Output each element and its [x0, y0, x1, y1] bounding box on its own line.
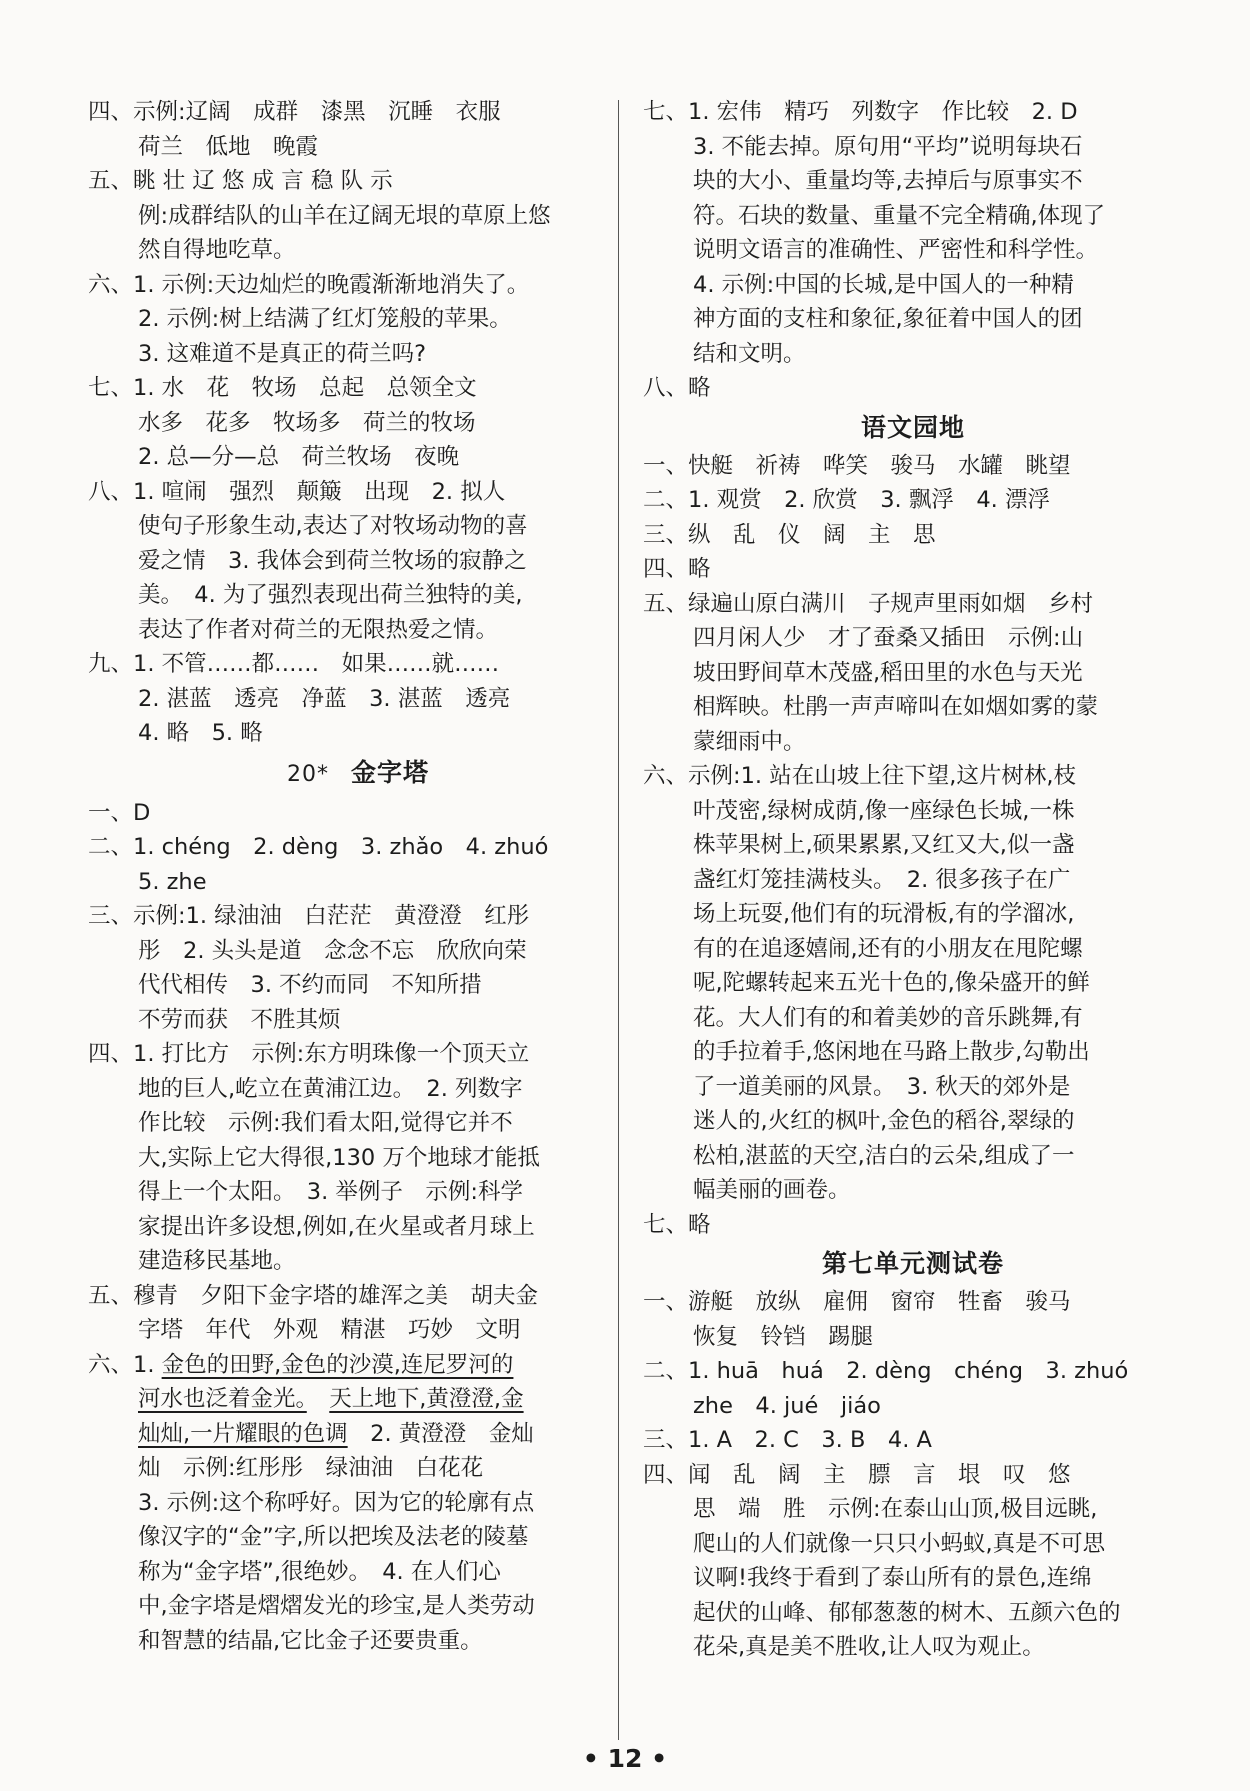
answer-continuation-line: 灿 示例:红彤彤 绿油油 白花花: [138, 1455, 484, 1481]
answer-continuation-line: 建造移民基地。: [138, 1248, 296, 1274]
answer-line: 八、1. 喧闹 强烈 颠簸 出现 2. 拟人: [88, 478, 506, 505]
answer-line: 二、1. 观赏 2. 欣赏 3. 飘浮 4. 漂浮: [643, 487, 1050, 513]
answer-continuation-line: 结和文明。: [693, 340, 806, 367]
answer-continuation-line: 幅美丽的画卷。: [693, 1177, 851, 1203]
answer-continuation-line: 四月闲人少 才了蚕桑又插田 示例:山: [693, 625, 1084, 651]
answer-line: 四、闻 乱 阔 主 膘 言 垠 叹 悠: [643, 1461, 1071, 1488]
answer-line: 六、1. 示例:天边灿烂的晚霞渐渐地消失了。: [88, 271, 530, 298]
answer-continuation-line: 盏红灯笼挂满枝头。 2. 很多孩子在广: [693, 866, 1071, 893]
answer-continuation-line: 场上玩耍,他们有的玩滑板,有的学溜冰,: [693, 901, 1075, 927]
answer-continuation-line: 花。大人们有的和着美妙的音乐跳舞,有: [693, 1004, 1083, 1031]
answer-continuation-line: 的手拉着手,悠闲地在马路上散步,勾勒出: [693, 1039, 1090, 1065]
answer-continuation-line: 然自得地吃草。: [138, 237, 296, 263]
right-column: [643, 95, 1183, 1665]
answer-continuation-line: 4. 示例:中国的长城,是中国人的一种精: [693, 271, 1074, 298]
answer-continuation-line: 4. 略 5. 略: [138, 720, 263, 746]
answer-continuation-line: 表达了作者对荷兰的无限热爱之情。: [138, 616, 499, 643]
answer-line: 七、略: [643, 1211, 711, 1238]
answer-line: 七、1. 水 花 牧场 总起 总领全文: [88, 375, 477, 401]
answer-continuation-line: 2. 湛蓝 透亮 净蓝 3. 湛蓝 透亮: [138, 685, 511, 712]
answer-line: 五、眺 壮 辽 悠 成 言 稳 队 示: [88, 168, 393, 194]
line-segment: [307, 1386, 330, 1412]
answer-continuation-line: 中,金字塔是熠熠发光的珍宝,是人类劳动: [138, 1593, 535, 1619]
answer-continuation-line: 字塔 年代 外观 精湛 巧妙 文明: [138, 1317, 521, 1343]
answer-line: 二、1. huā huá 2. dèng chéng 3. zhuó: [643, 1358, 1129, 1384]
answer-line: 三、纵 乱 仪 阔 主 思: [643, 521, 936, 548]
answer-continuation-line: 得上一个太阳。 3. 举例子 示例:科学: [138, 1179, 523, 1205]
answer-continuation-line: 3. 这难道不是真正的荷兰吗?: [138, 340, 427, 367]
answer-continuation-line: [88, 1382, 628, 1417]
answer-line: 四、略: [643, 556, 711, 582]
section-heading: [643, 408, 1183, 448]
answer-continuation-line: 大,实际上它大得很,130 万个地球才能抵: [138, 1144, 540, 1171]
underlined-quote: 灿灿,一片耀眼的色调: [138, 1420, 348, 1447]
answer-continuation-line: 地的巨人,屹立在黄浦江边。 2. 列数字: [138, 1075, 523, 1102]
answer-line: 四、1. 打比方 示例:东方明珠像一个顶天立: [88, 1041, 530, 1067]
answer-continuation-line: 3. 示例:这个称呼好。因为它的轮廓有点: [138, 1489, 535, 1516]
line-segment: 2. 黄澄澄 金灿: [347, 1420, 534, 1447]
answer-line: 一、快艇 祈祷 哗笑 骏马 水罐 眺望: [643, 452, 1071, 479]
answer-continuation-line: 称为“金字塔”,很绝妙。 4. 在人们心: [138, 1558, 501, 1585]
answer-continuation-line: 起伏的山峰、郁郁葱葱的树木、五颜六色的: [693, 1599, 1121, 1626]
answer-continuation-line: 不劳而获 不胜其烦: [138, 1006, 341, 1033]
answer-line: 一、D: [88, 799, 151, 826]
answer-continuation-line: 坡田野间草木茂盛,稻田里的水色与天光: [693, 659, 1083, 686]
column-divider: [618, 100, 619, 1740]
answer-continuation-line: 例:成群结队的山羊在辽阔无垠的草原上悠: [138, 202, 551, 229]
answer-continuation-line: 5. zhe: [138, 868, 207, 895]
answer-line: 五、穆青 夕阳下金字塔的雄浑之美 胡夫金: [88, 1282, 539, 1309]
answer-continuation-line: 说明文语言的准确性、严密性和科学性。: [693, 237, 1099, 263]
answer-continuation-line: 恢复 铃铛 踢腿: [693, 1323, 874, 1350]
answer-continuation-line: 块的大小、重量均等,去掉后与原事实不: [693, 168, 1083, 194]
section-number: 20*: [286, 761, 329, 787]
answer-continuation-line: 水多 花多 牧场多 荷兰的牧场: [138, 409, 476, 436]
answer-line: 七、1. 宏伟 精巧 列数字 作比较 2. D: [643, 99, 1078, 125]
answer-line: 四、示例:辽阔 成群 漆黑 沉睡 衣服: [88, 99, 501, 125]
answer-line: 二、1. chéng 2. dèng 3. zhǎo 4. zhuó: [88, 834, 549, 860]
answer-continuation-line: 呢,陀螺转起来五光十色的,像朵盛开的鲜: [693, 970, 1090, 996]
answer-line: 五、绿遍山原白满川 子规声里雨如烟 乡村: [643, 590, 1094, 617]
answer-continuation-line: 爬山的人们就像一只只小蚂蚁,真是不可思: [693, 1530, 1106, 1557]
answer-continuation-line: 作比较 示例:我们看太阳,觉得它并不: [138, 1110, 513, 1136]
answer-continuation-line: 迷人的,火红的枫叶,金色的稻谷,翠绿的: [693, 1108, 1075, 1134]
answer-continuation-line: 叶茂密,绿树成荫,像一座绿色长城,一株: [693, 797, 1075, 824]
section-title: 金字塔: [350, 757, 429, 787]
answer-line: 三、示例:1. 绿油油 白茫茫 黄澄澄 红彤: [88, 903, 530, 929]
answer-line: 三、1. A 2. C 3. B 4. A: [643, 1427, 932, 1453]
answer-continuation-line: 像汉字的“金”字,所以把埃及法老的陵墓: [138, 1524, 529, 1550]
section-title: 第七单元测试卷: [821, 1249, 1004, 1278]
answer-continuation-line: 2. 示例:树上结满了红灯笼般的苹果。: [138, 306, 512, 332]
answer-continuation-line: 彤 2. 头头是道 念念不忘 欣欣向荣: [138, 937, 527, 964]
answer-continuation-line: zhe 4. jué jiáo: [693, 1392, 881, 1419]
answer-continuation-line: 相辉映。杜鹃一声声啼叫在如烟如雾的蒙: [693, 694, 1099, 720]
answer-continuation-line: 2. 总—分—总 荷兰牧场 夜晚: [138, 444, 460, 470]
answer-continuation-line: [88, 1417, 628, 1452]
answer-continuation-line: 松柏,湛蓝的天空,洁白的云朵,组成了一: [693, 1142, 1075, 1169]
page-number: • 12 •: [582, 1744, 668, 1773]
answer-line: 六、示例:1. 站在山坡上往下望,这片树林,枝: [643, 763, 1077, 789]
answer-continuation-line: 美。 4. 为了强烈表现出荷兰独特的美,: [138, 582, 523, 608]
answer-continuation-line: 神方面的支柱和象征,象征着中国人的团: [693, 306, 1083, 332]
answer-continuation-line: 家提出许多设想,例如,在火星或者月球上: [138, 1213, 535, 1240]
answer-continuation-line: 爱之情 3. 我体会到荷兰牧场的寂静之: [138, 547, 527, 574]
answer-line: [88, 1348, 628, 1383]
underlined-quote: 河水也泛着金光。: [138, 1386, 307, 1412]
answer-continuation-line: 有的在追逐嬉闹,还有的小朋友在甩陀螺: [693, 935, 1083, 962]
answer-line: 九、1. 不管……都…… 如果……就……: [88, 651, 500, 677]
answer-continuation-line: 蒙细雨中。: [693, 728, 806, 755]
underlined-quote: 天上地下,黄澄澄,金: [329, 1386, 524, 1412]
answer-continuation-line: 使句子形象生动,表达了对牧场动物的喜: [138, 513, 528, 539]
answer-continuation-line: 3. 不能去掉。原句用“平均”说明每块石: [693, 133, 1083, 160]
answer-continuation-line: 荷兰 低地 晚霞: [138, 133, 319, 160]
answer-continuation-line: 议啊!我终于看到了泰山所有的景色,连绵: [693, 1565, 1092, 1591]
answer-continuation-line: 了一道美丽的风景。 3. 秋天的郊外是: [693, 1073, 1071, 1100]
answer-continuation-line: 株苹果树上,硕果累累,又红又大,似一盏: [693, 832, 1075, 858]
answer-continuation-line: 花朵,真是美不胜收,让人叹为观止。: [693, 1634, 1045, 1660]
underlined-quote: 金色的田野,金色的沙漠,连尼罗河的: [161, 1351, 514, 1378]
line-segment: 六、1.: [88, 1351, 162, 1378]
answer-line: 八、略: [643, 375, 711, 401]
left-column: [88, 95, 628, 1658]
answer-continuation-line: 思 端 胜 示例:在泰山山顶,极目远眺,: [693, 1496, 1098, 1522]
section-title: 语文园地: [860, 412, 965, 442]
answer-continuation-line: 代代相传 3. 不约而同 不知所措: [138, 972, 482, 998]
answer-continuation-line: 符。石块的数量、重量不完全精确,体现了: [693, 202, 1106, 229]
section-heading: [643, 1244, 1183, 1284]
answer-continuation-line: 和智慧的结晶,它比金子还要贵重。: [138, 1627, 483, 1654]
section-heading: [88, 753, 628, 795]
answer-line: 一、游艇 放纵 雇佣 窗帘 牲畜 骏马: [643, 1289, 1071, 1315]
